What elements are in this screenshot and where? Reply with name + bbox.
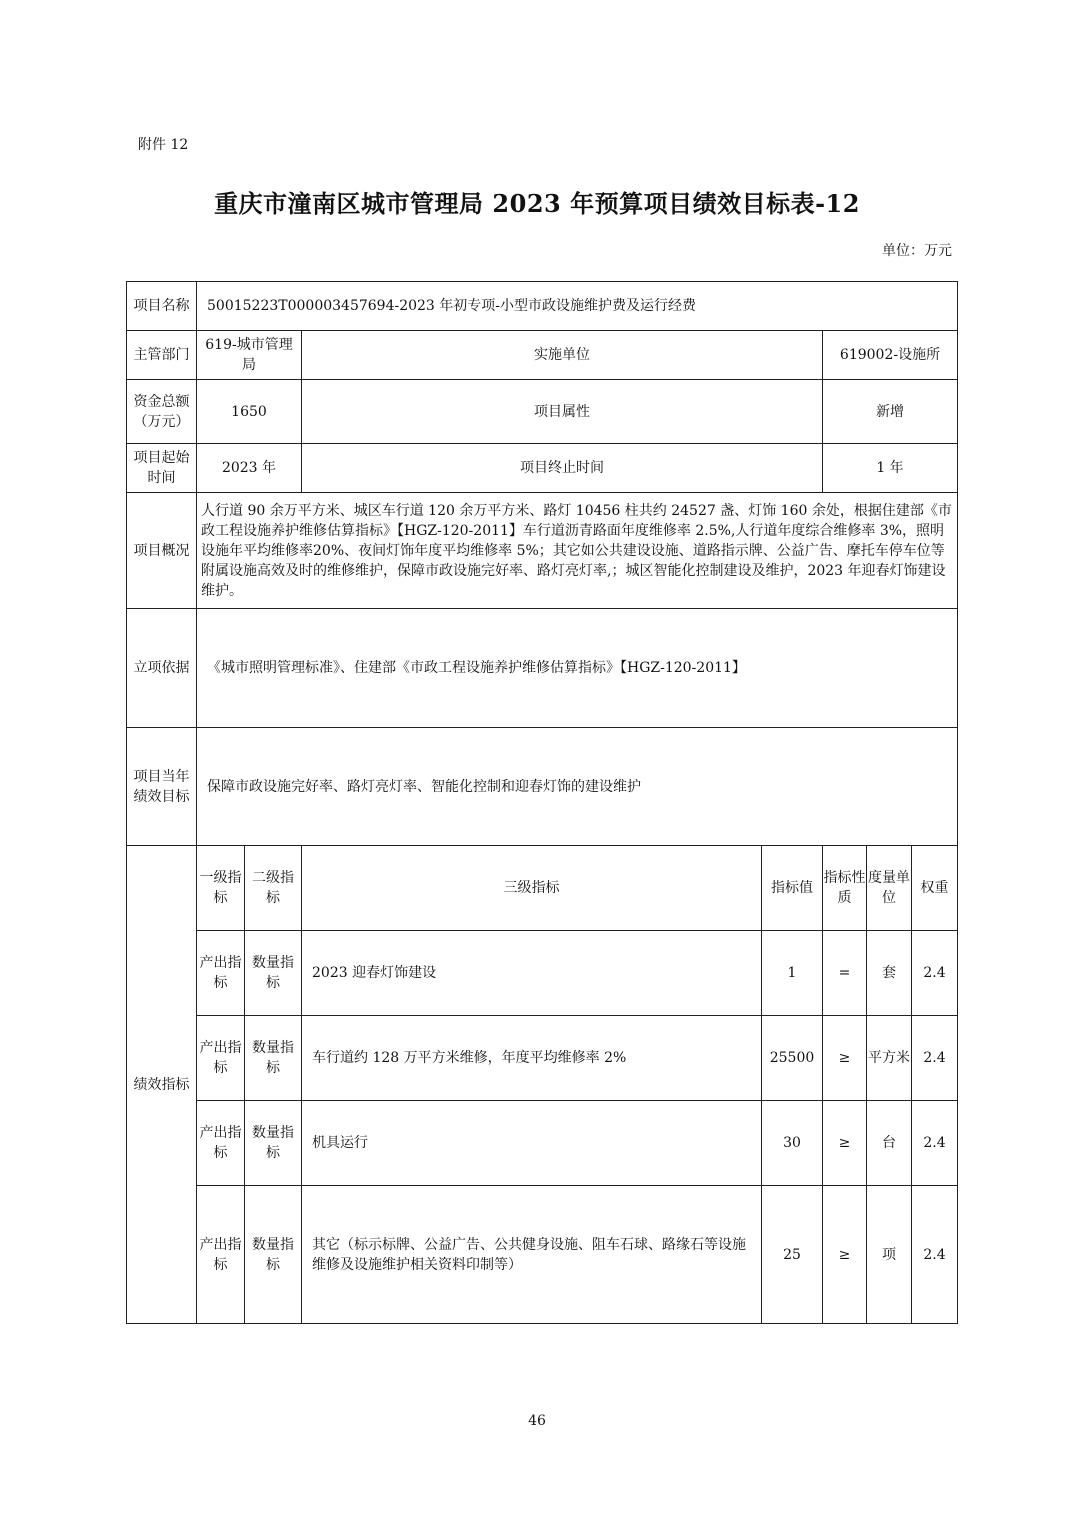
goal-label: 项目当年绩效目标 [127,728,197,846]
dept-label: 主管部门 [127,331,197,380]
attr-value: 新增 [823,380,958,444]
row-overview [127,493,958,609]
attr-label: 项目属性 [302,380,823,444]
fund-value: 1650 [197,380,302,444]
row-level3: 机具运行 [302,1101,762,1186]
row-value: 25500 [762,1016,823,1101]
row-value: 30 [762,1101,823,1186]
row-fund [127,380,958,444]
header-level1: 一级指标 [197,846,245,931]
start-label: 项目起始时间 [127,444,197,493]
perf-label: 绩效指标 [127,846,197,1324]
header-nature: 指标性质 [823,846,867,931]
impl-label: 实施单位 [302,331,823,380]
start-value: 2023 年 [197,444,302,493]
row-level3: 车行道约 128 万平方米维修，年度平均维修率 2% [302,1016,762,1101]
row-level2: 数量指标 [245,931,302,1016]
row-basis [127,609,958,728]
table-row [127,931,958,1016]
header-level3: 三级指标 [302,846,762,931]
impl-value: 619002-设施所 [823,331,958,380]
row-unit: 台 [867,1101,912,1186]
row-level1: 产出指标 [197,931,245,1016]
project-name-label: 项目名称 [127,282,197,331]
row-level2: 数量指标 [245,1016,302,1101]
header-unit: 度量单位 [867,846,912,931]
basis-label: 立项依据 [127,609,197,728]
row-level3: 2023 迎春灯饰建设 [302,931,762,1016]
row-weight: 2.4 [912,1186,958,1324]
row-unit: 套 [867,931,912,1016]
row-project-name [127,282,958,331]
row-weight: 2.4 [912,1101,958,1186]
row-department [127,331,958,380]
row-weight: 2.4 [912,931,958,1016]
project-name-value: 50015223T000003457694-2023 年初专项-小型市政设施维护费及运行经费 [197,282,958,331]
table-row [127,1016,958,1101]
row-value: 1 [762,931,823,1016]
header-level2: 二级指标 [245,846,302,931]
dept-value: 619-城市管理局 [197,331,302,380]
row-level1: 产出指标 [197,1186,245,1324]
performance-table [126,281,958,1324]
row-time [127,444,958,493]
fund-label: 资金总额（万元） [127,380,197,444]
row-unit: 平方米 [867,1016,912,1101]
row-nature: ≥ [823,1101,867,1186]
row-nature: = [823,931,867,1016]
indicator-header-row [127,846,958,931]
end-label: 项目终止时间 [302,444,823,493]
row-unit: 项 [867,1186,912,1324]
basis-value: 《城市照明管理标准》、住建部《市政工程设施养护维修估算指标》【HGZ-120-2011】 [197,609,958,728]
row-level3: 其它（标示标牌、公益广告、公共健身设施、阻车石球、路缘石等设施维修及设施维护相关资料印制等） [302,1186,762,1324]
header-weight: 权重 [912,846,958,931]
row-nature: ≥ [823,1016,867,1101]
unit-label: 单位：万元 [882,243,952,259]
row-level2: 数量指标 [245,1101,302,1186]
table-row [127,1101,958,1186]
page-number: 46 [528,1413,546,1429]
goal-value: 保障市政设施完好率、路灯亮灯率、智能化控制和迎春灯饰的建设维护 [197,728,958,846]
end-value: 1 年 [823,444,958,493]
table-row [127,1186,958,1324]
row-level1: 产出指标 [197,1101,245,1186]
overview-label: 项目概况 [127,493,197,609]
row-level2: 数量指标 [245,1186,302,1324]
page-title: 重庆市潼南区城市管理局 2023 年预算项目绩效目标表-12 [214,189,860,218]
row-value: 25 [762,1186,823,1324]
header-value: 指标值 [762,846,823,931]
attachment-label: 附件 12 [138,137,189,153]
row-goal [127,728,958,846]
row-weight: 2.4 [912,1016,958,1101]
overview-value: 人行道 90 余万平方米、城区车行道 120 余万平方米、路灯 10456 柱共约 24527 盏、灯饰 160 余处，根据住建部《市政工程设施养护维修估算指标》【HGZ-120-2011】车行道沥青路面年度维修率 2.5%,人行道年度综合维修率 3%，照明设施年平均维修率20%、夜间灯饰年度平均维修率 5%；其它如公共建设设施、道路指示牌、公益广告、摩托车停车位等附属设施高效及时的维修维护，保障市政设施完好率、路灯亮灯率,；城区智能化控制建设及维护，2023 年迎春灯饰建设维护。 [197,493,958,609]
row-level1: 产出指标 [197,1016,245,1101]
row-nature: ≥ [823,1186,867,1324]
